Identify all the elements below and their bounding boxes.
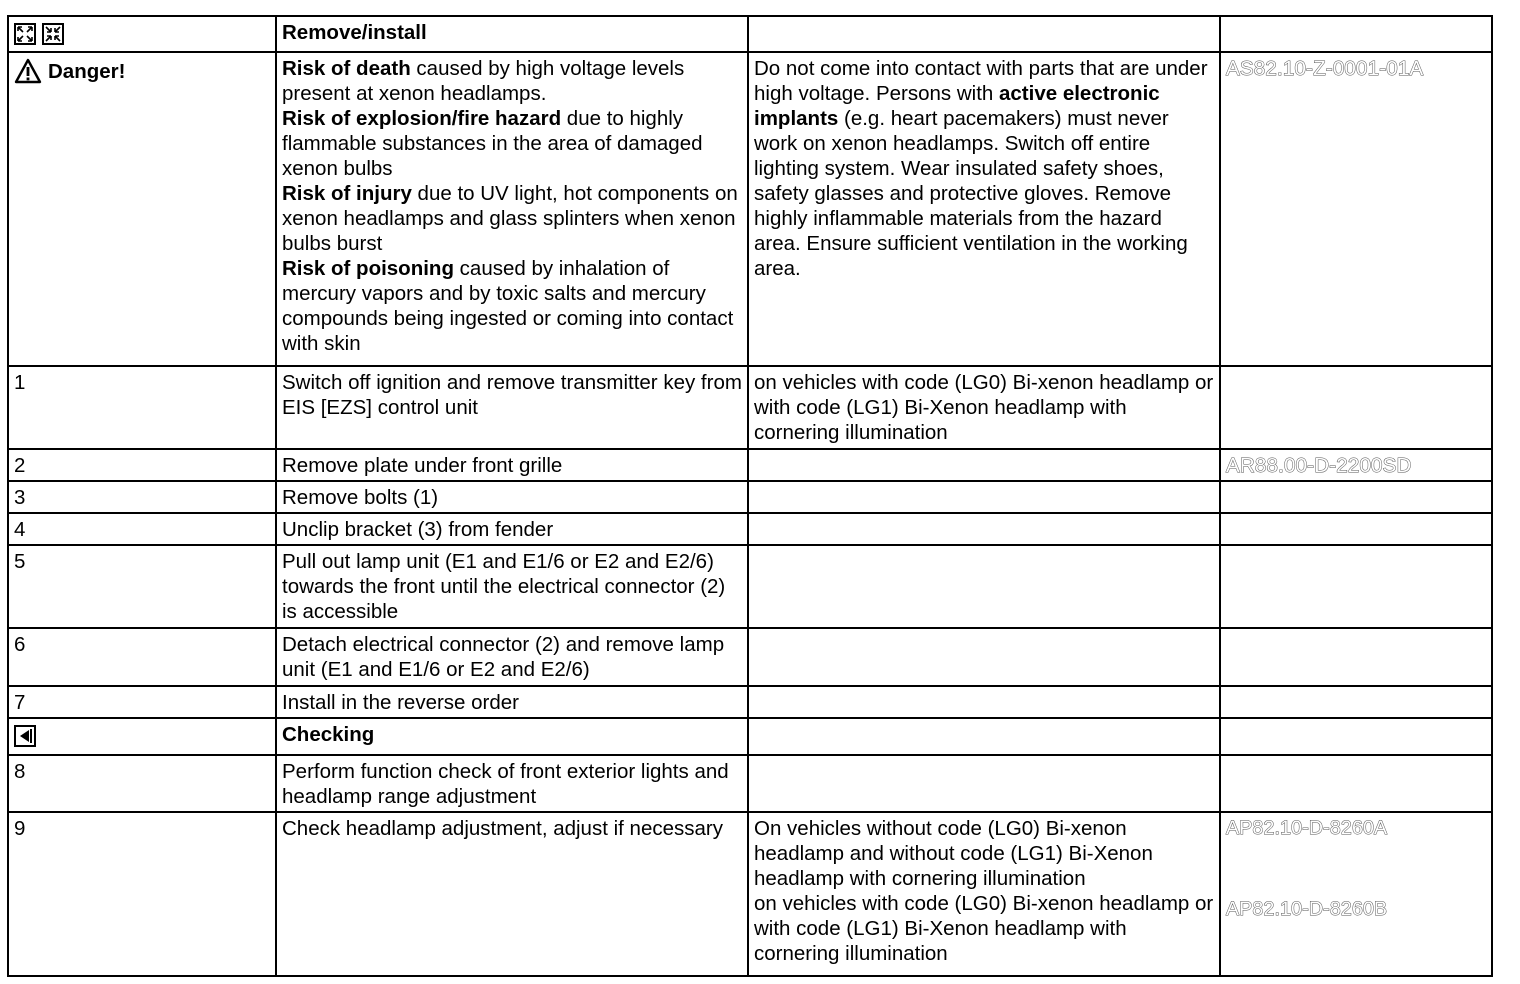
step-text: Detach electrical connector (2) and remove lamp unit (E1 and E1/6 or E2 and E2/6): [276, 628, 748, 686]
step-note: On vehicles without code (LG0) Bi-xenon headlamp and without code (LG1) Bi-Xenon headlamp with cornering illumination: [754, 817, 1153, 890]
step-text: Perform function check of front exterior lights and headlamp range adjustment: [276, 755, 748, 812]
section-icons-cell: [8, 16, 276, 52]
danger-row: [8, 52, 1492, 366]
step-note-cell: [748, 812, 1220, 976]
step-number: 4: [8, 513, 276, 545]
document-reference-link[interactable]: [1220, 481, 1492, 513]
risk-item: Risk of poisoning caused by inhalation of mercury vapors and by toxic salts and mercury compounds being ingested or coming into contact with skin: [282, 257, 734, 355]
document-reference-link[interactable]: [1220, 686, 1492, 718]
document-reference-link[interactable]: [1220, 366, 1492, 449]
step-number: 8: [8, 755, 276, 812]
reference-cell: [1220, 812, 1492, 976]
step-row: [8, 755, 1492, 812]
step-row: [8, 812, 1492, 976]
step-note: [748, 449, 1220, 481]
empty-cell: [1220, 755, 1492, 812]
document-reference-link[interactable]: [1220, 545, 1492, 628]
step-number: 3: [8, 481, 276, 513]
step-note: [748, 545, 1220, 628]
step-text: Remove bolts (1): [276, 481, 748, 513]
empty-cell: [1220, 16, 1492, 52]
section-title-remove-install: Remove/install: [276, 16, 748, 52]
step-row: [8, 513, 1492, 545]
danger-risks-cell: [276, 52, 748, 366]
step-text: Check headlamp adjustment, adjust if necessary: [276, 812, 748, 976]
section-header-row: [8, 718, 1492, 755]
risk-item: Risk of injury due to UV light, hot components on xenon headlamps and glass splinters when xenon bulbs burst: [282, 182, 738, 255]
step-note: on vehicles with code (LG0) Bi-xenon headlamp or with code (LG1) Bi-Xenon headlamp with cornering illumination: [748, 366, 1220, 449]
document-reference-link[interactable]: AP82.10-D-8260B: [1226, 898, 1388, 920]
step-number: 9: [8, 812, 276, 976]
document-reference-link[interactable]: AS82.10-Z-0001-01A: [1220, 52, 1492, 366]
step-text: Install in the reverse order: [276, 686, 748, 718]
procedure-table: [7, 15, 1493, 977]
risk-item: Risk of explosion/fire hazard due to highly flammable substances in the area of damaged xenon bulbs: [282, 107, 703, 180]
step-note: on vehicles with code (LG0) Bi-xenon headlamp or with code (LG1) Bi-Xenon headlamp with cornering illumination: [754, 892, 1214, 965]
danger-label-cell: [8, 52, 276, 366]
step-row: [8, 686, 1492, 718]
warning-triangle-icon: [14, 58, 42, 84]
empty-cell: [1220, 718, 1492, 755]
step-number: 6: [8, 628, 276, 686]
step-text: Pull out lamp unit (E1 and E1/6 or E2 and E2/6) towards the front until the electrical connector (2) is accessible: [276, 545, 748, 628]
empty-cell: [748, 16, 1220, 52]
empty-cell: [748, 718, 1220, 755]
document-reference-link[interactable]: [1220, 513, 1492, 545]
step-row: [8, 545, 1492, 628]
expand-arrows-icon[interactable]: [14, 23, 36, 45]
document-reference-link[interactable]: [1220, 628, 1492, 686]
danger-label: Danger!: [48, 59, 126, 83]
step-row: [8, 481, 1492, 513]
section-title-checking: Checking: [276, 718, 748, 755]
collapse-arrows-icon[interactable]: [42, 23, 64, 45]
step-number: 2: [8, 449, 276, 481]
document-reference-link[interactable]: AP82.10-D-8260A: [1226, 817, 1388, 839]
step-text: Remove plate under front grille: [276, 449, 748, 481]
step-number: 7: [8, 686, 276, 718]
step-number: 5: [8, 545, 276, 628]
step-note: [748, 686, 1220, 718]
step-text: Unclip bracket (3) from fender: [276, 513, 748, 545]
step-row: [8, 628, 1492, 686]
step-note: [748, 513, 1220, 545]
section-header-row: [8, 16, 1492, 52]
danger-measures-cell: Do not come into contact with parts that are under high voltage. Persons with active electronic implants (e.g. heart pacemakers) must never work on xenon headlamps. Switch off entire lighting system. Wear insulated safety shoes, safety glasses and protective gloves. Remove highly inflammable materials from the hazard area. Ensure sufficient ventilation in the working area.: [748, 52, 1220, 366]
risk-item: Risk of death caused by high voltage levels present at xenon headlamps.: [282, 57, 685, 105]
document-reference-link[interactable]: AR88.00-D-2200SD: [1220, 449, 1492, 481]
step-note: [748, 481, 1220, 513]
step-text: Switch off ignition and remove transmitter key from EIS [EZS] control unit: [276, 366, 748, 449]
section-icons-cell: [8, 718, 276, 755]
step-note: [748, 755, 1220, 812]
step-row: [8, 449, 1492, 481]
check-flag-icon[interactable]: [14, 725, 36, 747]
step-note: [748, 628, 1220, 686]
step-number: 1: [8, 366, 276, 449]
step-row: [8, 366, 1492, 449]
